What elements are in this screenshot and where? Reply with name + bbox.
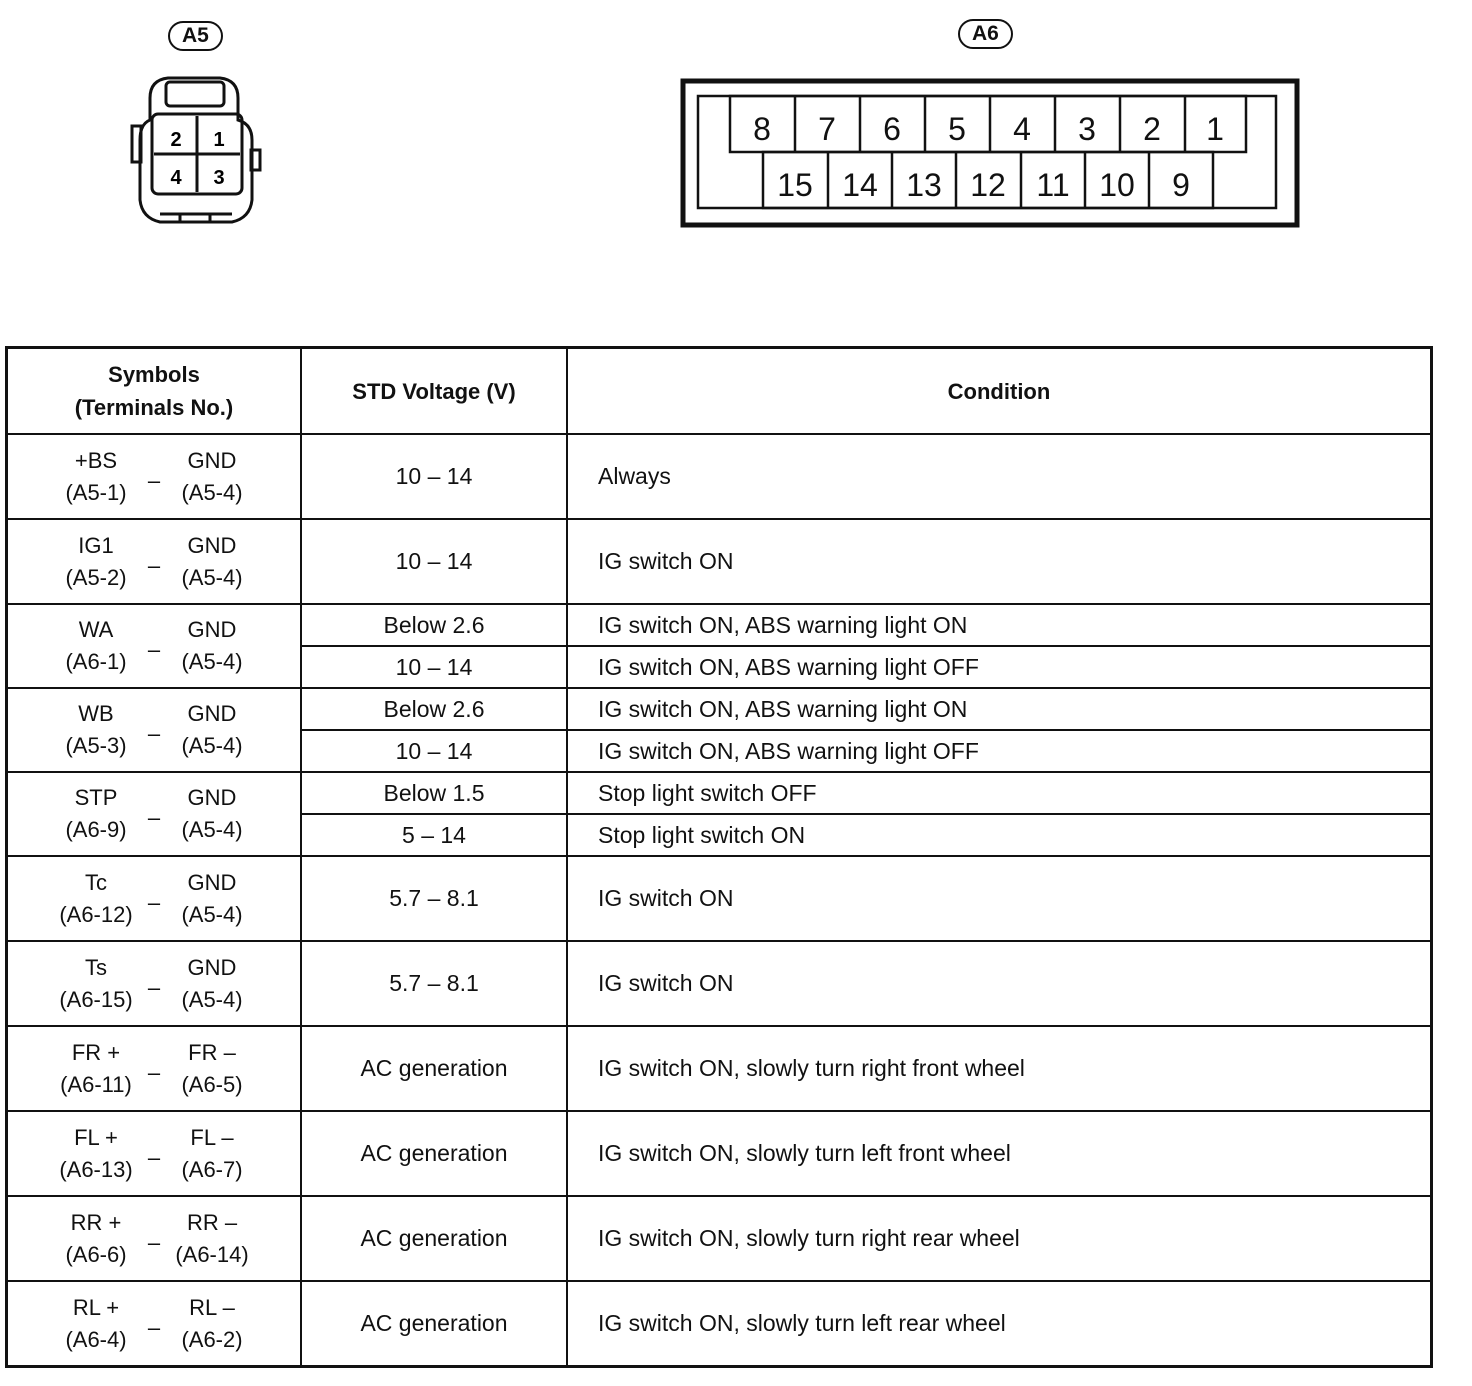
terminal-negative — [167, 1292, 257, 1356]
terminal-negative — [167, 1207, 257, 1271]
std-voltage-cell: AC generation — [301, 1111, 567, 1196]
terminal-a: (A5-1) — [65, 479, 127, 505]
dash-separator: – — [147, 1144, 161, 1170]
terminal-b: (A5-4) — [181, 479, 243, 505]
terminal-pair — [8, 952, 300, 1016]
terminal-pair-cell — [7, 856, 302, 941]
terminal-pair — [8, 867, 300, 931]
terminal-pair — [8, 1207, 300, 1271]
terminal-pair-cell — [7, 1196, 302, 1281]
condition-cell: Stop light switch ON — [567, 814, 1432, 856]
dash-separator: – — [147, 1229, 161, 1255]
terminal-b: (A5-4) — [181, 733, 243, 758]
a6-pin-13: 13 — [906, 167, 942, 203]
terminal-pair — [8, 1037, 300, 1101]
terminal-a: (A6-9) — [65, 817, 127, 842]
terminal-positive — [51, 1122, 141, 1186]
a6-pin-9: 9 — [1172, 167, 1190, 203]
terminal-pair — [8, 782, 300, 846]
symbol-b: FR – — [188, 1039, 236, 1065]
terminal-pair-cell — [7, 941, 302, 1026]
terminal-pair-cell — [7, 1281, 302, 1367]
terminal-b: (A5-4) — [181, 817, 243, 842]
dash-separator: – — [147, 552, 161, 578]
terminal-pair-cell — [7, 688, 302, 772]
std-voltage-cell: 10 – 14 — [301, 434, 567, 519]
condition-cell: IG switch ON, ABS warning light OFF — [567, 730, 1432, 772]
condition-cell: IG switch ON — [567, 856, 1432, 941]
voltage-check-table — [5, 346, 1433, 1368]
terminal-pair-cell — [7, 519, 302, 604]
connector-a6-label: A6 — [958, 19, 1013, 49]
terminal-b: (A5-4) — [181, 564, 243, 590]
std-voltage-cell: Below 1.5 — [301, 772, 567, 814]
table-header-row — [7, 348, 1432, 435]
terminal-a: (A6-1) — [65, 649, 127, 674]
a6-pin-6: 6 — [883, 111, 901, 147]
dash-separator: – — [147, 1059, 161, 1085]
terminal-pair — [8, 530, 300, 594]
dash-separator: – — [147, 889, 161, 915]
terminal-b: (A6-5) — [181, 1071, 243, 1097]
dash-separator: – — [147, 721, 161, 746]
condition-cell: IG switch ON — [567, 519, 1432, 604]
table-row — [7, 434, 1432, 519]
symbol-b: GND — [187, 869, 237, 895]
terminal-positive — [51, 867, 141, 931]
terminal-a: (A5-3) — [65, 733, 127, 758]
table-row — [7, 772, 1432, 814]
table-row — [7, 1196, 1432, 1281]
std-voltage-cell: 5.7 – 8.1 — [301, 941, 567, 1026]
std-voltage-cell: 10 – 14 — [301, 730, 567, 772]
terminal-a: (A6-15) — [59, 986, 133, 1012]
terminal-positive — [51, 1207, 141, 1271]
terminal-b: (A6-14) — [175, 1241, 249, 1267]
dash-separator: – — [147, 1314, 161, 1340]
a5-pin-1: 1 — [213, 129, 225, 151]
std-voltage-cell: 10 – 14 — [301, 519, 567, 604]
a5-pin-4: 4 — [170, 167, 182, 189]
a5-pin-2: 2 — [170, 129, 182, 151]
terminal-negative — [167, 445, 257, 509]
terminal-negative — [167, 530, 257, 594]
std-voltage-cell: 5.7 – 8.1 — [301, 856, 567, 941]
symbol-b: GND — [187, 701, 237, 726]
std-voltage-cell: 5 – 14 — [301, 814, 567, 856]
condition-cell: Stop light switch OFF — [567, 772, 1432, 814]
terminal-a: (A6-11) — [60, 1071, 132, 1097]
symbol-b: RL – — [189, 1294, 235, 1320]
std-voltage-cell: AC generation — [301, 1281, 567, 1367]
table-row — [7, 941, 1432, 1026]
terminal-pair — [8, 445, 300, 509]
symbol-a: WA — [78, 617, 114, 642]
terminal-pair-cell — [7, 772, 302, 856]
symbol-b: GND — [187, 617, 237, 642]
terminal-pair — [8, 614, 300, 678]
dash-separator: – — [147, 974, 161, 1000]
symbol-b: GND — [187, 785, 237, 810]
a6-pin-11: 11 — [1036, 167, 1070, 203]
terminal-negative — [167, 867, 257, 931]
a6-pin-1: 1 — [1206, 111, 1224, 147]
terminal-b: (A5-4) — [181, 901, 243, 927]
dash-separator: – — [147, 805, 161, 830]
a6-pin-4: 4 — [1013, 111, 1031, 147]
terminal-b: (A6-2) — [181, 1326, 243, 1352]
terminal-pair-cell — [7, 604, 302, 688]
terminal-pair-cell — [7, 1026, 302, 1111]
condition-cell: IG switch ON, ABS warning light OFF — [567, 646, 1432, 688]
terminal-a: (A6-12) — [59, 901, 133, 927]
symbol-a: RL + — [72, 1294, 120, 1320]
terminal-positive — [51, 952, 141, 1016]
table-row — [7, 856, 1432, 941]
condition-cell: Always — [567, 434, 1432, 519]
a6-pin-8: 8 — [753, 111, 771, 147]
terminal-b: (A5-4) — [181, 649, 243, 674]
condition-cell: IG switch ON — [567, 941, 1432, 1026]
table-row — [7, 1281, 1432, 1367]
terminal-positive — [51, 614, 141, 678]
terminal-negative — [167, 1122, 257, 1186]
symbol-a: Ts — [85, 954, 107, 980]
terminal-negative — [167, 952, 257, 1016]
a6-pin-10: 10 — [1099, 167, 1135, 203]
header-voltage: STD Voltage (V) — [301, 348, 567, 435]
terminal-a: (A6-13) — [59, 1156, 133, 1182]
std-voltage-cell: Below 2.6 — [301, 688, 567, 730]
dash-separator: – — [147, 637, 161, 662]
terminal-positive — [51, 698, 141, 762]
std-voltage-cell: Below 2.6 — [301, 604, 567, 646]
header-symbols — [7, 348, 302, 435]
a6-pin-12: 12 — [970, 167, 1006, 203]
a6-pin-14: 14 — [842, 167, 878, 203]
std-voltage-cell: AC generation — [301, 1196, 567, 1281]
condition-cell: IG switch ON, slowly turn right rear wheel — [567, 1196, 1432, 1281]
symbol-b: GND — [187, 447, 237, 473]
symbol-a: Tc — [85, 869, 107, 895]
condition-cell: IG switch ON, slowly turn left rear wheel — [567, 1281, 1432, 1367]
std-voltage-cell: 10 – 14 — [301, 646, 567, 688]
a5-pin-3: 3 — [213, 167, 225, 189]
table-row — [7, 1111, 1432, 1196]
terminal-positive — [51, 445, 141, 509]
terminal-pair — [8, 1292, 300, 1356]
symbol-a: WB — [78, 701, 114, 726]
terminal-pair — [8, 1122, 300, 1186]
terminal-b: (A5-4) — [181, 986, 243, 1012]
connector-a5-diagram — [120, 68, 280, 238]
header-condition: Condition — [567, 348, 1432, 435]
a6-pin-2: 2 — [1143, 111, 1161, 147]
terminal-positive — [51, 530, 141, 594]
terminal-negative — [167, 1037, 257, 1101]
terminal-a: (A6-6) — [65, 1241, 127, 1267]
table-row — [7, 519, 1432, 604]
symbol-b: GND — [187, 532, 237, 558]
a6-pin-3: 3 — [1078, 111, 1096, 147]
table-row — [7, 688, 1432, 730]
symbol-a: FR + — [71, 1039, 121, 1065]
a6-pin-15: 15 — [777, 167, 813, 203]
terminal-pair-cell — [7, 434, 302, 519]
header-symbols-line1: Symbols — [108, 362, 200, 387]
symbol-b: FL – — [190, 1124, 234, 1150]
terminal-pair — [8, 698, 300, 762]
symbol-a: FL + — [74, 1124, 118, 1150]
symbol-b: RR – — [186, 1209, 238, 1235]
condition-cell: IG switch ON, ABS warning light ON — [567, 604, 1432, 646]
symbol-a: IG1 — [78, 532, 114, 558]
table-row — [7, 1026, 1432, 1111]
dash-separator: – — [147, 467, 161, 493]
terminal-a: (A5-2) — [65, 564, 127, 590]
std-voltage-cell: AC generation — [301, 1026, 567, 1111]
symbol-a: +BS — [74, 447, 118, 473]
terminal-negative — [167, 698, 257, 762]
terminal-positive — [51, 1037, 141, 1101]
condition-cell: IG switch ON, slowly turn right front wheel — [567, 1026, 1432, 1111]
terminal-negative — [167, 782, 257, 846]
symbol-b: GND — [187, 954, 237, 980]
symbol-a: RR + — [70, 1209, 122, 1235]
terminal-pair-cell — [7, 1111, 302, 1196]
symbol-a: STP — [74, 785, 118, 810]
a6-pin-5: 5 — [948, 111, 966, 147]
a6-pin-7: 7 — [818, 111, 836, 147]
terminal-positive — [51, 782, 141, 846]
terminal-b: (A6-7) — [181, 1156, 243, 1182]
terminal-negative — [167, 614, 257, 678]
header-symbols-line2: (Terminals No.) — [74, 395, 234, 420]
terminal-positive — [51, 1292, 141, 1356]
condition-cell: IG switch ON, slowly turn left front wheel — [567, 1111, 1432, 1196]
table-row — [7, 604, 1432, 646]
connector-a6-diagram — [680, 78, 1300, 228]
connector-a5-label: A5 — [168, 21, 223, 51]
terminal-a: (A6-4) — [65, 1326, 127, 1352]
condition-cell: IG switch ON, ABS warning light ON — [567, 688, 1432, 730]
